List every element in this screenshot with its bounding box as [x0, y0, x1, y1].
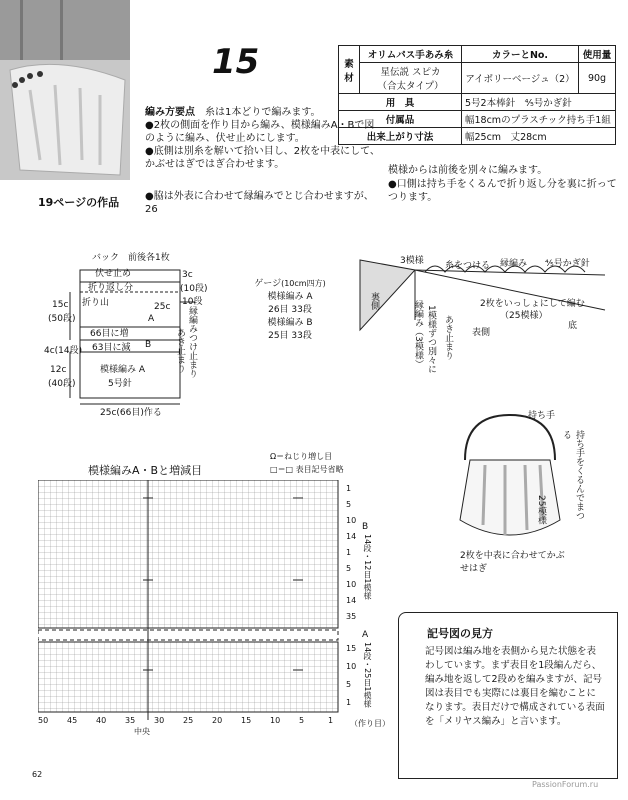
x-tick: 50 — [38, 716, 49, 725]
instruction-3: ●脇は外表に合わせて縁編みでとじ合わせますが、26 — [145, 191, 374, 215]
dim-50dan: (50段) — [48, 314, 76, 324]
label-needle: 5号針 — [108, 379, 132, 389]
label-b: B — [145, 340, 152, 350]
page-number: 62 — [32, 770, 43, 779]
tools-value: 5号2本棒針 ⅘号かぎ針 — [462, 94, 616, 111]
yarn-header: オリムパス手あみ糸 — [360, 46, 462, 63]
chart-x-ticks — [38, 716, 348, 726]
instruction-5: ●口側は持ち手をくるんで折り返し分を裏に折ってつります。 — [388, 179, 617, 203]
color-header: カラーとNo. — [462, 46, 579, 63]
bag-handle: 持ち手 — [528, 411, 556, 421]
bag-drawing — [455, 410, 575, 560]
legend-2: □＝□ 表目記号省略 — [270, 465, 344, 474]
edge-join: 2枚をいっしょにして編む — [480, 299, 585, 309]
label-increase: 66目に増 — [90, 329, 129, 339]
schematic-title: バック 前後各1枚 — [92, 253, 170, 263]
x-tick: 20 — [212, 716, 223, 725]
x-tick: 45 — [67, 716, 78, 725]
y-tick: 10 — [346, 580, 357, 589]
chart-center: 中央 — [134, 727, 150, 736]
label-decrease: 63目に減 — [92, 343, 131, 353]
x-tick: 1 — [328, 716, 334, 725]
yarn-color: アイボリーベージュ（2） — [462, 63, 579, 94]
instruction-4: 模様からは前後を別々に編みます。 — [388, 165, 548, 176]
x-tick: 40 — [96, 716, 107, 725]
dim-10dan-2: 10段 — [182, 297, 203, 307]
chart-grid — [38, 480, 348, 720]
bag-25: 25模様 — [536, 495, 546, 525]
watermark: PassionForum.ru — [532, 780, 599, 789]
y-tick: 14 — [346, 532, 357, 541]
caption: 19ページの作品 — [38, 196, 120, 209]
label-a: A — [148, 314, 155, 324]
yarn-name: 星伝説 スピカ （合太タイプ） — [360, 63, 462, 94]
instructions-title: 編み方要点 — [145, 107, 195, 118]
edge-hook: ⅘号かぎ針 — [545, 259, 590, 269]
gauge: ゲージ(10cm四方) 模様編み A 26目 33段 模様編み B 25目 33段 — [254, 279, 326, 341]
edge-separate: 1模様ずつ別々に — [426, 305, 436, 374]
x-tick: 15 — [241, 716, 252, 725]
dim-15c: 15c — [52, 300, 69, 310]
chart-b-rows: 14段・12目1模様 — [363, 534, 372, 600]
symbol-note — [398, 612, 618, 779]
y-tick: 14 — [346, 596, 357, 605]
chart-title: 模様編みA・Bと増減目 — [88, 464, 203, 477]
x-tick: 10 — [270, 716, 281, 725]
dim-40dan: (40段) — [48, 379, 76, 389]
chart-cast-on: （作り目） — [350, 719, 390, 728]
edge-front: 表側 — [472, 328, 491, 338]
parts-label: 付属品 — [339, 111, 462, 128]
size-label: 出来上がり寸法 — [339, 128, 462, 145]
legend-1: Ω＝ねじり増し目 — [270, 452, 333, 461]
x-tick: 5 — [299, 716, 305, 725]
label-cast-on: 25c(66目)作る — [100, 408, 162, 418]
edge-bottom: 底 — [568, 321, 578, 331]
label-bindoff: 伏せ止め — [95, 269, 132, 279]
label-foldback: 折り返し分 — [88, 283, 134, 293]
bag-join: 2枚を中表に合わせてかぶせはぎ — [460, 551, 565, 574]
dim-3c: 3c — [182, 270, 193, 280]
dim-10dan: (10段) — [180, 284, 208, 294]
dim-4c: 4c(14段) — [44, 346, 83, 356]
y-tick: 1 — [346, 548, 352, 557]
edge-back: 裏側 — [369, 292, 379, 310]
x-tick: 25 — [183, 716, 194, 725]
chart-a-label: A — [362, 630, 369, 640]
x-tick: 35 — [125, 716, 136, 725]
dim-12c: 12c — [50, 365, 67, 375]
edge-3pat: 3模様 — [400, 256, 424, 266]
y-tick: 10 — [346, 662, 357, 671]
instruction-2: ●底側は別糸を解いて拾い目し、2枚を中表にして、かぶせはぎではぎ合わせます。 — [145, 146, 380, 170]
amount-header: 使用量 — [579, 46, 616, 63]
y-tick: 15 — [346, 644, 357, 653]
side-text: 縁編みつけ止まり — [187, 306, 197, 378]
x-tick: 30 — [154, 716, 165, 725]
project-number: 15 — [212, 42, 260, 82]
yarn-amount: 90g — [579, 63, 616, 94]
label-pattern-a: 模様編み A — [100, 365, 146, 375]
note-title: 記号図の見方 — [427, 627, 493, 640]
chart-b-label: B — [362, 522, 369, 532]
chart-a-rows: 14段・25目1模様 — [363, 642, 372, 708]
edge-attach: 糸をつける — [445, 261, 491, 271]
y-tick: 1 — [346, 484, 352, 493]
edge-edging: 縁編み（3模様） — [413, 300, 423, 369]
dim-25c: 25c — [154, 302, 171, 312]
edge-title: 縁編み — [500, 259, 528, 269]
instruction-1: ●2枚の側面を作り目から編み、模様編みA・Bで図のように編み、伏せ止めにします。 — [145, 120, 375, 144]
bag-wrap: 持ち手をくるんでまつる — [561, 430, 584, 520]
materials-table: 素 材 オリムパス手あみ糸 カラーとNo. 使用量 星伝説 スピカ （合太タイプ） アイボリーベージュ（2） 90g 用 具 5号2本棒針 ⅘号かぎ針 付属品 幅18cmのプラスチック持ち手1組 出来上がり寸法 幅25cm 丈28cm — [338, 45, 616, 145]
tools-label: 用 具 — [339, 94, 462, 111]
edge-25: （25模様） — [500, 311, 548, 321]
material-label: 素 — [344, 58, 354, 70]
size-value: 幅25cm 丈28cm — [462, 128, 616, 145]
y-tick: 5 — [346, 680, 352, 689]
edge-open: あき止まり — [443, 315, 453, 360]
side-text-2: あき止まり — [175, 328, 185, 373]
y-tick: 35 — [346, 612, 357, 621]
label-fold: 折り山 — [82, 298, 110, 308]
y-tick: 5 — [346, 564, 352, 573]
note-body: 記号図は編み地を表側から見た状態を表わしています。まず表目を1段編んだら、編み地を返して2段めを編みますが、記号図は表目でも実際には裏目を編むことになります。表目だけで構成されている表面を「メリヤス編み」と言います。 — [425, 646, 605, 727]
instructions: 編み方要点 糸は1本どりで編みます。 ●2枚の側面を作り目から編み、模様編みA・Bで図のように編み、伏せ止めにします。 ●底側は別糸を解いて拾い目し、2枚を中表にして、かぶせはぎではぎ合わせます。 — [145, 107, 380, 170]
y-tick: 5 — [346, 500, 352, 509]
product-photo — [0, 0, 130, 180]
parts-value: 幅18cmのプラスチック持ち手1組 — [462, 111, 616, 128]
y-tick: 10 — [346, 516, 357, 525]
chart-y-ticks-a — [346, 644, 360, 714]
chart-y-ticks-b — [346, 484, 360, 624]
y-tick: 1 — [346, 698, 352, 707]
